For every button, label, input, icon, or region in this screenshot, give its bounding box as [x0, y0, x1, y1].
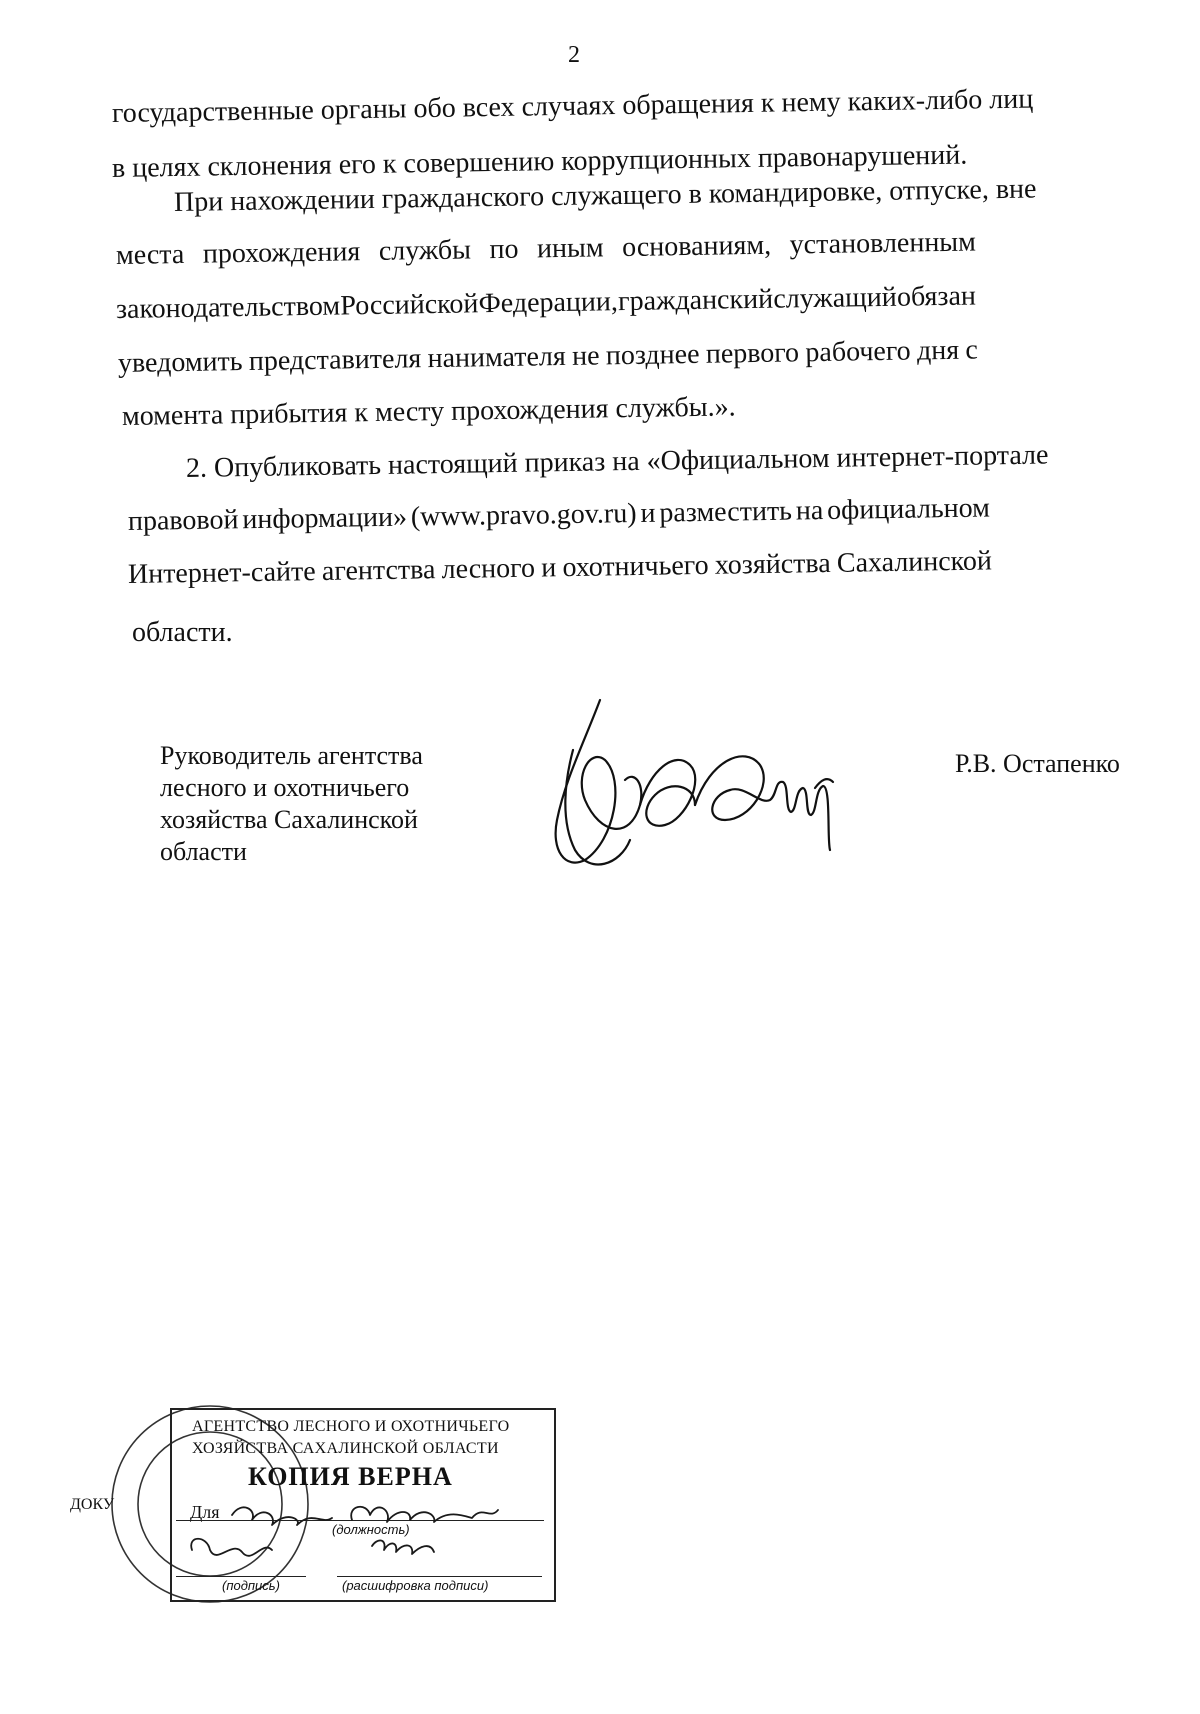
word: гражданский [617, 283, 774, 318]
word: Российской [340, 288, 479, 322]
handwritten-signature [545, 690, 885, 880]
word: первого [705, 337, 800, 370]
word: официальном [826, 492, 991, 527]
paragraph-3-line-3 [128, 544, 992, 592]
copy-certified-box [170, 1408, 556, 1602]
word: хозяйства [714, 547, 831, 581]
word: службы [378, 234, 472, 267]
word: охотничьего [562, 549, 709, 584]
word: Сахалинской [836, 545, 993, 579]
word: с [965, 334, 979, 366]
word: законодательством [115, 290, 341, 325]
signer-position-line: лесного и охотничьего [160, 773, 410, 802]
page-number: 2 [568, 42, 580, 68]
paragraph-2-line-5 [122, 390, 736, 434]
paragraph-1-line-1 [111, 83, 1034, 131]
paragraph-2-line-3 [116, 279, 976, 327]
paragraph-3-line-4 [132, 616, 233, 650]
paragraph-3-line-2 [128, 491, 990, 539]
word: иным [536, 232, 604, 265]
text-line: государственные органы обо всех случаях обращения к нему каких-либо лиц [111, 83, 1034, 129]
word: рабочего [805, 335, 911, 369]
stamp-header-line-1: АГЕНТСТВО ЛЕСНОГО И ОХОТНИЧЬЕГО [192, 1418, 510, 1435]
text-line: 2. Опубликовать настоящий приказ на «Официальном интернет-портале [185, 439, 1049, 484]
certification-stamp [70, 1398, 558, 1608]
word: разместить [659, 495, 793, 529]
word: служащий [773, 281, 897, 315]
stamp-header-line-2: ХОЗЯЙСТВА САХАЛИНСКОЙ ОБЛАСТИ [192, 1440, 499, 1457]
word: и [540, 552, 557, 584]
word: правовой [127, 504, 239, 537]
stamp-title: КОПИЯ ВЕРНА [248, 1462, 453, 1491]
stamp-handwritten-prefix: Для [190, 1502, 220, 1522]
word: нанимателя [427, 340, 567, 375]
word: Интернет-сайте [127, 556, 316, 590]
signer-position-line: области [160, 837, 247, 866]
text-line: области. [132, 617, 233, 648]
stamp-left-text: ДОКУ [70, 1496, 115, 1513]
word: дня [916, 334, 960, 367]
word: представителя [248, 343, 422, 377]
signer-position [160, 740, 423, 868]
word: на [795, 495, 824, 527]
word: и [640, 497, 656, 529]
word: места [115, 238, 185, 271]
decoding-caption: (расшифровка подписи) [342, 1578, 489, 1593]
word: агентства [321, 554, 436, 587]
signer-name: Р.В. Остапенко [955, 749, 1120, 778]
word: по [489, 233, 519, 266]
paragraph-2-line-4 [118, 333, 978, 381]
word: не [571, 340, 600, 372]
signature-caption: (подпись) [222, 1578, 280, 1593]
word: основаниям, [621, 229, 772, 264]
word: информации» [242, 501, 408, 536]
word: уведомить [117, 346, 243, 379]
paragraph-3-line-1 [186, 438, 1049, 486]
text-line: в целях склонения его к совершению коррупционных правонарушений. [111, 139, 968, 184]
signer-position-line: Руководитель агентства [160, 741, 423, 770]
word: прохождения [202, 236, 361, 270]
stamp-handwriting [172, 1480, 552, 1580]
paragraph-2-line-2 [116, 225, 976, 273]
word: Федерации, [478, 286, 619, 320]
text-line: При нахождении гражданского служащего в командировке, отпуске, вне [173, 173, 1037, 218]
word: позднее [605, 338, 700, 372]
word: установленным [789, 226, 977, 261]
word: лесного [441, 552, 536, 586]
text-line: момента прибытия к месту прохождения службы.». [121, 391, 736, 432]
position-caption: (должность) [332, 1522, 410, 1537]
word: обязан [896, 280, 977, 313]
word: (www.pravo.gov.ru) [410, 498, 637, 533]
signer-position-line: хозяйства Сахалинской [160, 805, 418, 834]
